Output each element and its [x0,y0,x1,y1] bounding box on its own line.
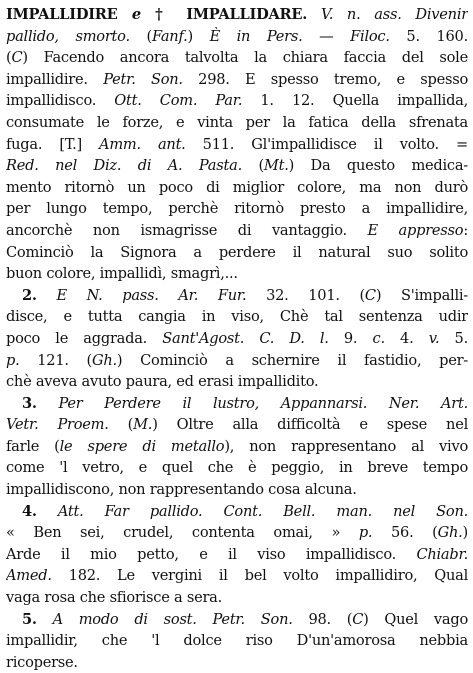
text-segment: A modo di sost. Petr. Son. [36,610,293,628]
text-line [6,220,468,242]
text-segment: per lungo tempo, perchè ritornò presto a impallidire, [6,200,468,218]
text-segment: c. [372,329,385,347]
text-segment: pallido, smorto. [6,27,130,45]
text-segment: impallidisco. [6,92,115,110]
text-segment: Red. nel Diz. di A. Pasta. [6,157,242,175]
text-segment: Vetr. Proem. [6,416,109,434]
text-segment: IMPALLIDIRE [6,6,132,23]
text-segment: fuga. [T.] [6,135,100,153]
text-segment: 32. 101. ( [246,286,365,304]
text-segment: ) [462,524,468,542]
text-line [6,90,468,112]
text-segment: Cominciò la Signora a perdere il natural suo solito [6,243,468,261]
text-line [6,306,468,328]
text-segment: 1. 12. Quella impallida, [242,92,468,110]
text-segment: ( [241,157,264,175]
text-segment: consumate le forze, e vinta per la fatica della sfrenata [6,113,468,131]
text-segment: 5. [22,610,37,628]
text-segment: 4. [384,329,429,347]
text-segment: Mt. [263,157,289,175]
text-segment: ) Cominciò a schernire il fastidio, per- [116,351,468,369]
text-line [6,69,468,91]
text-line [6,242,468,264]
text-segment: Gh. [91,351,117,369]
text-line [6,371,468,393]
text-segment: ) [187,27,210,45]
text-segment: ancorchè non ismagrisse di vantaggio. [6,221,368,239]
text-line [6,479,468,501]
text-line [6,414,468,436]
text-segment: 4. [22,502,37,520]
text-segment: ) Quel vago [363,610,468,628]
text-segment: † IMPALLIDARE. [140,6,308,23]
text-segment: C [11,49,23,67]
text-segment: ) S'impalli- [375,286,468,304]
text-line [6,26,468,48]
text-segment: M. [133,416,153,434]
text-line [6,263,468,285]
text-segment: ( [129,27,152,45]
text-segment: 298. E spesso tremo, e spesso [182,70,468,88]
text-segment: E appresso [367,221,464,239]
text-segment: : [463,221,468,239]
text-segment: E N. pass. Ar. Fur. [36,286,247,304]
text-segment: chè aveva avuto paura, ed erasi impallidito. [6,373,319,391]
text-line [6,522,468,544]
text-segment: vaga rosa che sfiorisce a sera. [6,589,223,607]
text-segment: come 'l vetro, e quel che è peggio, in breve tempo [6,459,468,477]
text-segment: Gh. [437,524,463,542]
text-line [6,177,468,199]
text-segment: p. [6,351,20,369]
text-segment: 3. [22,394,37,412]
text-line [6,436,468,458]
text-segment: 2. [22,286,37,304]
text-segment: impallidir, che 'l dolce riso D'un'amorosa nebbia [6,632,468,650]
text-segment: mento ritornò un poco di miglior colore, ma non durò [6,178,468,196]
text-segment: poco le aggrada. [6,329,163,347]
text-line [6,587,468,609]
text-segment: p. [358,524,373,542]
text-segment: 98. ( [292,610,353,628]
text-line [6,47,468,69]
text-segment: ( [108,416,134,434]
text-segment: 56. ( [372,524,438,542]
text-line [6,630,468,652]
text-segment: 182. Le vergini il bel volto impallidiro, Qual [51,567,468,585]
text-line [6,609,468,631]
text-segment: 5. [439,329,468,347]
text-segment: Per Perdere il lustro, Appannarsi. Ner. Art. [36,394,468,412]
text-segment: Arde il mio petto, e il viso impallidisco. [6,545,417,563]
dictionary-entry [6,4,468,673]
text-segment: ) Facendo ancora talvolta la chiara faccia del sole [22,49,468,67]
text-segment: ), non rappresentano al vivo [224,437,468,455]
text-line [6,501,468,523]
text-segment: Petr. Son. [103,70,183,88]
text-line [6,457,468,479]
text-line [6,4,468,26]
text-segment: V. n. ass. Divenir [307,6,468,23]
text-segment: Chiabr. [416,545,468,563]
text-segment: Fanf. [151,27,188,45]
text-segment: Sant'Agost. C. D. l. [162,329,329,347]
text-line [6,155,468,177]
text-segment: ( [6,49,12,67]
text-line [6,328,468,350]
text-segment: buon colore, impallidì, smagrì,... [6,265,238,283]
text-line [6,393,468,415]
text-segment: È in Pers. — Filoc. [209,27,390,45]
text-segment: « Ben sei, crudel, contenta omai, » [6,524,359,542]
text-segment: 9. [328,329,373,347]
text-segment: le spere di metallo [59,437,225,455]
text-segment: Amed. [6,567,52,585]
text-line [6,544,468,566]
text-line [6,134,468,156]
text-segment: impallidire. [6,70,104,88]
text-line [6,112,468,134]
text-segment: impallidiscono, non rappresentando cosa alcuna. [6,481,357,499]
text-segment: 121. ( [19,351,92,369]
text-segment: 511. Gl'impallidisce il volto. = [185,135,468,153]
text-line [6,350,468,372]
text-segment: e [131,6,141,23]
text-segment: Att. Far pallido. Cont. Bell. man. nel Son. [36,502,468,520]
text-segment: Ott. Com. Par. [114,92,243,110]
text-line [6,285,468,307]
text-segment: farle ( [6,437,60,455]
text-segment: C [352,610,364,628]
text-segment: v. [428,329,440,347]
text-segment: C [364,286,376,304]
text-line [6,198,468,220]
text-segment: ) Da questo medica- [288,157,468,175]
text-segment: Amm. ant. [99,135,186,153]
text-segment: ) Oltre alla difficoltà e spese nel [152,416,468,434]
text-segment: ricoperse. [6,653,78,671]
text-segment: 5. 160. [389,27,468,45]
text-line [6,565,468,587]
text-segment: disce, e tutta cangia in viso, Chè tal sentenza udir [6,308,468,326]
